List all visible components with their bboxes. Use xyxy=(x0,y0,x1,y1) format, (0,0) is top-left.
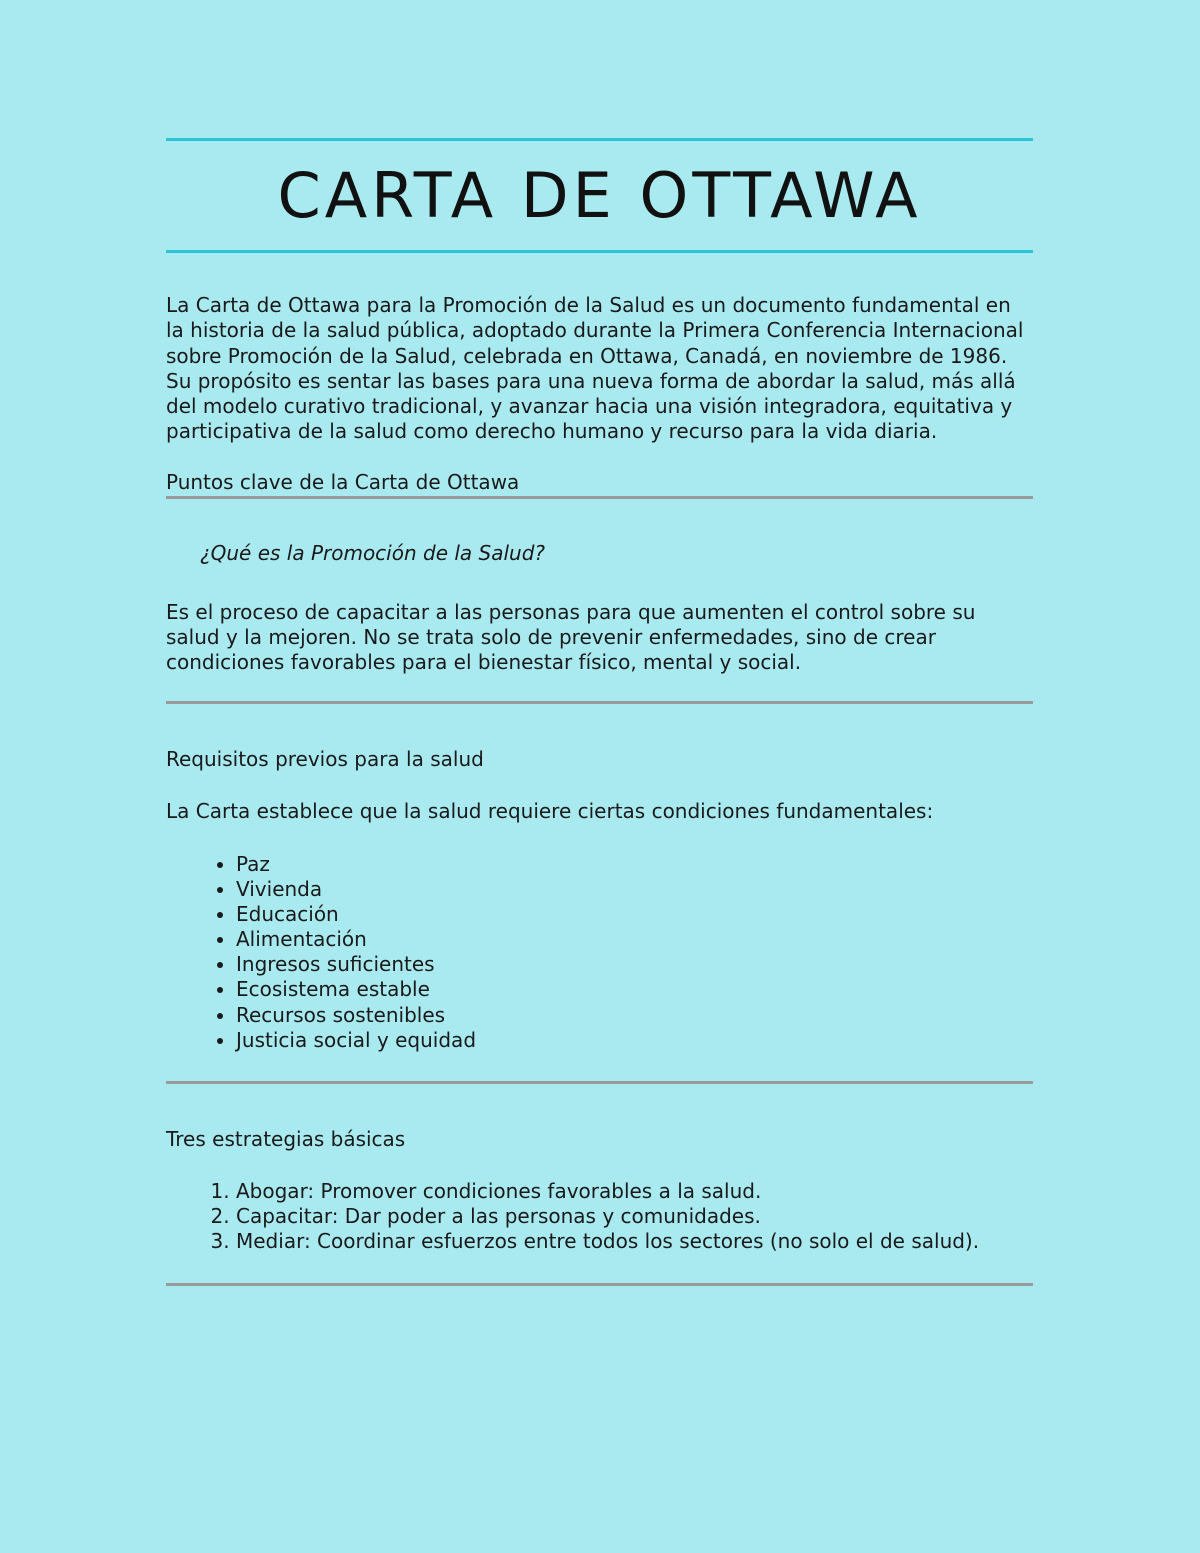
list-item: 1. Abogar: Promover condiciones favorables a la salud. xyxy=(236,1179,1033,1204)
section-divider xyxy=(166,496,1033,499)
document-content xyxy=(166,138,1033,1286)
list-item: • Justicia social y equidad xyxy=(236,1028,1033,1053)
list-item: • Ecosistema estable xyxy=(236,977,1033,1002)
list-item: • Paz xyxy=(236,852,1033,877)
list-item: • Vivienda xyxy=(236,877,1033,902)
list-item: 2. Capacitar: Dar poder a las personas y comunidades. xyxy=(236,1204,1033,1229)
title-bottom-rule xyxy=(166,250,1033,253)
list-item: • Alimentación xyxy=(236,927,1033,952)
promotion-answer: Es el proceso de capacitar a las personas para que aumenten el control sobre su salud y la mejoren. No se trata solo de prevenir enfermedades, sino de crear condiciones favorables para el bienestar físico, mental y social. xyxy=(166,599,976,675)
strategies-heading: Tres estrategias básicas xyxy=(166,1126,406,1151)
prerequisites-lead: La Carta establece que la salud requiere ciertas condiciones fundamentales: xyxy=(166,798,934,823)
key-points-heading: Puntos clave de la Carta de Ottawa xyxy=(166,469,520,494)
list-item: • Educación xyxy=(236,902,1033,927)
section-divider xyxy=(166,1081,1033,1084)
prerequisites-heading: Requisitos previos para la salud xyxy=(166,746,484,771)
section-divider xyxy=(166,701,1033,704)
document-title: CARTA DE OTTAWA xyxy=(277,159,922,232)
list-item: 3. Mediar: Coordinar esfuerzos entre todos los sectores (no solo el de salud). xyxy=(236,1229,1033,1254)
prerequisites-list xyxy=(166,852,1033,1053)
title-top-rule xyxy=(166,138,1033,141)
section-divider xyxy=(166,1283,1033,1286)
list-item: • Ingresos suficientes xyxy=(236,952,1033,977)
strategies-list xyxy=(166,1179,1033,1254)
promotion-question: ¿Qué es la Promoción de la Salud? xyxy=(200,540,546,565)
intro-paragraph: La Carta de Ottawa para la Promoción de la Salud es un documento fundamental en la historia de la salud pública, adoptado durante la Primera Conferencia Internacional sobre Promoción de la Salud, celebrada en Ottawa, Canadá, en noviembre de 1986. Su propósito es sentar las bases para una nueva forma de abordar la salud, más allá del modelo curativo tradicional, y avanzar hacia una visión integradora, equitativa y participativa de la salud como derecho humano y recurso para la vida diaria. xyxy=(166,293,1024,444)
list-item: • Recursos sostenibles xyxy=(236,1003,1033,1028)
